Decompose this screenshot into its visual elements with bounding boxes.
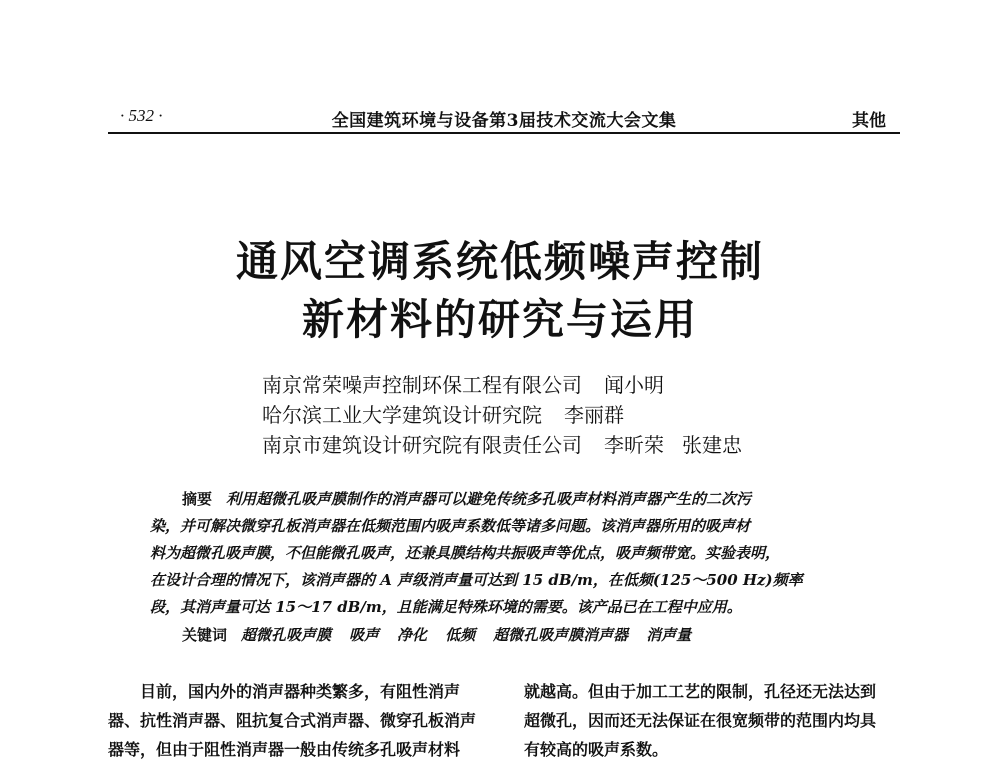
affiliation-org: 哈尔滨工业大学建筑设计研究院 <box>262 403 542 427</box>
paper-title-line-2: 新材料的研究与运用 <box>301 295 698 344</box>
page-number: · 532 · <box>120 106 163 125</box>
abstract-text: 利用超微孔吸声膜制作的消声器可以避免传统多孔吸声材料消声器产生的二次污 <box>226 490 752 508</box>
body-text-right: 有较高的吸声系数。 <box>524 740 669 759</box>
header-rule <box>108 132 900 134</box>
author-name: 张建忠 <box>682 433 742 457</box>
body-text-left: 目前，国内外的消声器种类繁多，有阻性消声 <box>140 682 461 701</box>
section-label: 其他 <box>852 111 886 131</box>
affiliation-org: 南京市建筑设计研究院有限责任公司 <box>262 433 582 457</box>
abstract-label: 摘要 <box>182 490 213 508</box>
abstract-line <box>182 486 892 513</box>
keyword: 低频 <box>445 626 476 644</box>
author-name: 闻小明 <box>604 373 664 397</box>
abstract-line: 段，其消声量可达 15～17 dB/m，且能满足特殊环境的需要。该产品已在工程中应用。 <box>150 598 742 616</box>
keyword: 超微孔吸声膜 <box>241 626 332 644</box>
body-text-left: 器、抗性消声器、阻抗复合式消声器、微穿孔板消声 <box>108 711 477 730</box>
abstract-line: 料为超微孔吸声膜，不但能微孔吸声，还兼具膜结构共振吸声等优点，吸声频带宽。实验表明， <box>150 544 781 562</box>
body-text-right: 就越高。但由于加工工艺的限制，孔径还无法达到 <box>524 682 877 701</box>
keyword: 吸声 <box>349 626 380 644</box>
keyword: 超微孔吸声膜消声器 <box>493 626 629 644</box>
keyword: 净化 <box>397 626 428 644</box>
keywords-label: 关键词 <box>182 626 228 644</box>
running-header <box>108 104 900 132</box>
paper-title-line-1: 通风空调系统低频噪声控制 <box>235 237 764 286</box>
keyword: 消声量 <box>646 626 692 644</box>
abstract-line: 在设计合理的情况下，该消声器的 A 声级消声量可达到 15 dB/m，在低频(125～500 Hz)频率 <box>150 571 803 589</box>
author-name: 李昕荣 <box>604 433 664 457</box>
proceedings-title: 全国建筑环境与设备第3届技术交流大会文集 <box>331 111 677 131</box>
abstract-line: 染，并可解决微穿孔板消声器在低频范围内吸声系数低等诸多问题。该消声器所用的吸声材 <box>150 517 751 535</box>
affiliation-1 <box>262 369 664 398</box>
keywords-line <box>182 622 892 649</box>
author-name: 李丽群 <box>564 403 624 427</box>
affiliation-2 <box>262 399 624 428</box>
body-text-right: 超微孔，因而还无法保证在很宽频带的范围内均具 <box>524 711 877 730</box>
affiliation-org: 南京常荣噪声控制环保工程有限公司 <box>262 373 582 397</box>
body-text-left: 器等，但由于阻性消声器一般由传统多孔吸声材料 <box>108 740 461 759</box>
affiliation-3 <box>262 429 742 458</box>
